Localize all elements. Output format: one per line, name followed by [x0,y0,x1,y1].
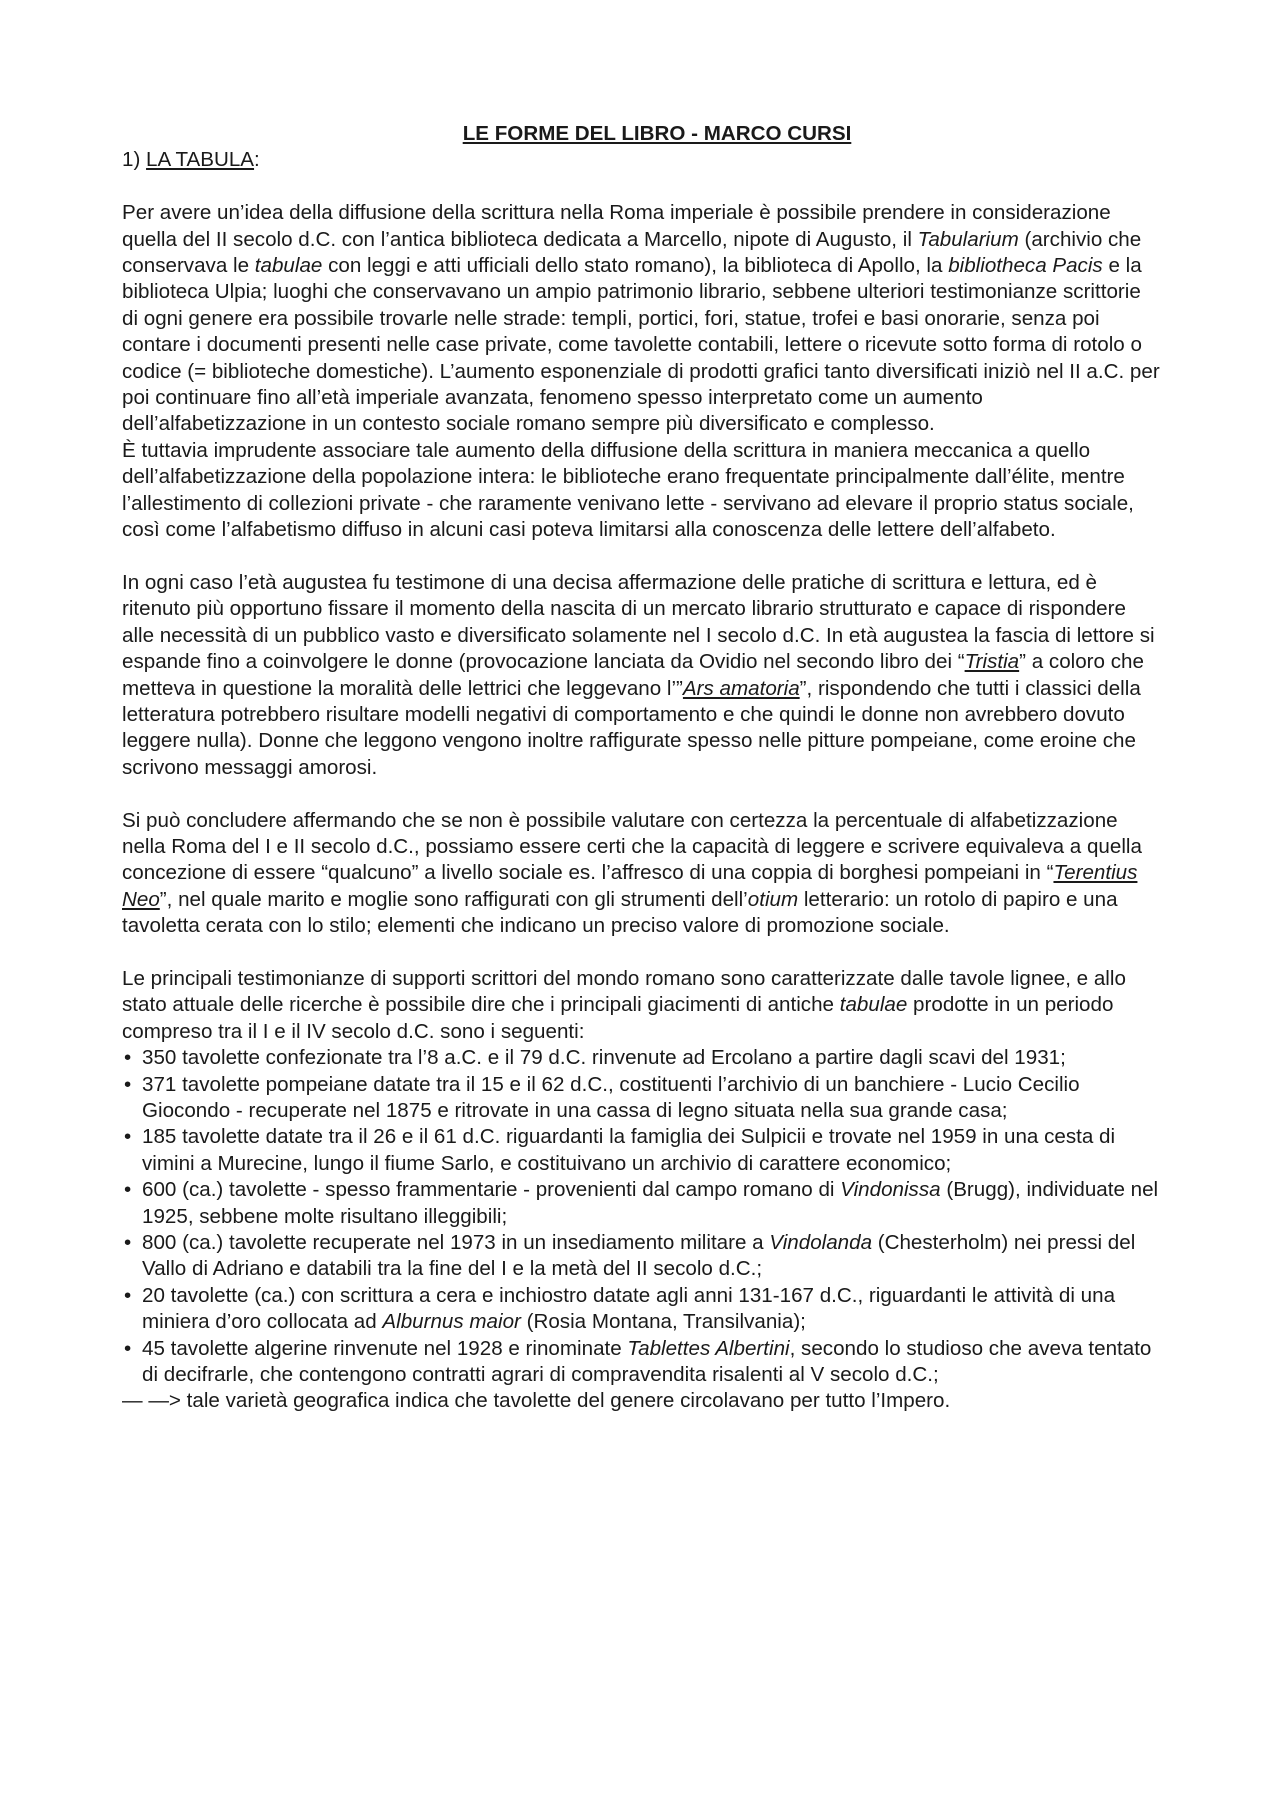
document-title: LE FORME DEL LIBRO - MARCO CURSI [462,122,852,145]
text-run: 20 tavolette (ca.) con scrittura a cera e inchiostro datate agli anni 131-167 d.C., riguardanti le attività di una miniera d’oro collocata ad [142,1283,1116,1334]
list-item [122,1177,1162,1230]
italic-term: tabulae [839,993,908,1017]
list-item [122,1283,1162,1336]
italic-underlined-title: Terentius Neo [122,861,1138,911]
text-run: In ogni caso l’età augustea fu testimone di una decisa affermazione delle pratiche di scrittura e lettura, ed è ritenuto più opportuno fissare il momento della nascita di un mercato librario strutturato e capace di rispondere alle necessità di un pubblico vasto e diversificato solamente nel I secolo d.C. In età augustea la fascia di lettore si espande fino a coinvolgere le donne (provocazione lanciata da Ovidio nel secondo libro dei “ [122,570,1155,674]
text-run: 600 (ca.) tavolette - spesso frammentarie - provenienti dal campo romano di [142,1178,841,1202]
section-heading [122,147,1162,173]
italic-term: Alburnus maior [382,1310,521,1334]
list-item [122,1230,1162,1283]
paragraph-alfabetizzazione: È tuttavia imprudente associare tale aumento della diffusione della scrittura in maniera meccanica a quello dell’alfabetizzazione della popolazione intera: le biblioteche erano frequentate principalmente dall’élite, mentre l’allestimento di collezioni private - che raramente venivano lette - servivano ad elevare il proprio status sociale, così come l’alfabetismo diffuso in alcuni casi poteva limitarsi alla conoscenza delle lettere dell’alfabeto. [122,438,1134,542]
italic-underlined-title: Tristia [964,650,1020,674]
paragraph-eta-augustea [122,570,1162,781]
italic-term: Tabularium [917,227,1019,251]
section-colon: : [254,148,260,172]
text-run: con leggi e atti ufficiali dello stato romano), la biblioteca di Apollo, la [322,254,949,278]
text-run: (Chesterholm) nei pressi del Vallo di Adriano e databili tra la fine del I e la metà del II secolo d.C.; [142,1231,1136,1281]
text-run: Per avere un’idea della diffusione della scrittura nella Roma imperiale è possibile prendere in considerazione quella del II secolo d.C. con l’antica biblioteca dedicata a Marcello, nipote di Augusto, il [122,201,1111,251]
text-run: prodotte in un periodo compreso tra il I e il IV secolo d.C. sono i seguenti: [122,993,1114,1043]
text-run: (Rosia Montana, Transilvania); [520,1310,806,1334]
text-run: e la biblioteca Ulpia; luoghi che conservavano un ampio patrimonio librario, sebbene ulteriori testimonianze scrittorie di ogni genere era possibile trovarle nelle strade: templi, portici, fori, statue, trofei e basi onorarie, senza poi contare i documenti presenti nelle case private, come tavolette contabili, lettere o ricevute sotto forma di rotolo o codice (= biblioteche domestiche). L’aumento esponenziale di prodotti grafici tanto diversificati iniziò nel II a.C. per poi continuare fino all’età imperiale avanzata, fenomeno spesso interpretato come un aumento dell’alfabetizzazione in un contesto sociale romano sempre più diversificato e complesso. [122,254,1160,436]
text-run: 45 tavolette algerine rinvenute nel 1928 e rinominate [142,1336,628,1360]
italic-term: Vindonissa [840,1178,941,1202]
conclusion-line: — —> tale varietà geografica indica che tavolette del genere circolavano per tutto l’Impero. [122,1389,951,1413]
italic-term: otium [747,887,799,911]
italic-term: Vindolanda [769,1231,873,1254]
list-item: • 185 tavolette datate tra il 26 e il 61 d.C. riguardanti la famiglia dei Sulpicii e trovate nel 1959 in una cesta di vimini a Murecine, lungo il fiume Sarlo, e costituivano un archivio di carattere economico; [122,1124,1162,1177]
paragraph-testimonianze [122,966,1162,1045]
paragraph-conclusione-alfabetizzazione [122,808,1162,940]
italic-term: bibliotheca Pacis [948,254,1103,278]
text-run: ”, nel quale marito e moglie sono raffigurati con gli strumenti dell’ [159,887,748,911]
italic-underlined-title: Ars amatoria [682,676,800,700]
section-number: 1) [122,148,147,172]
text-run: 800 (ca.) tavolette recuperate nel 1973 in un insediamento militare a [142,1231,770,1254]
text-run: Le principali testimonianze di supporti scrittori del mondo romano sono caratterizzate dalle tavole lignee, e allo stato attuale delle ricerche è possibile dire che i principali giacimenti di antiche [122,966,1126,1017]
paragraph-diffusione-scrittura [122,200,1162,438]
list-item [122,1336,1162,1389]
section-title: LA TABULA [146,148,255,172]
text-run: ”, rispondendo che tutti i classici della letteratura potrebbero risultare modelli negativi di comportamento e che quindi le donne non avrebbero dovuto leggere nulla). Donne che leggono vengono inoltre raffigurate spesso nelle pitture pompeiane, come eroine che scrivono messaggi amorosi. [122,676,1141,779]
text-run: Si può concludere affermando che se non è possibile valutare con certezza la percentuale di alfabetizzazione nella Roma del I e II secolo d.C., possiamo essere certi che la capacità di leggere e scrivere equivaleva a quella concezione di essere “qualcuno” a livello sociale es. l’affresco di una coppia di borghesi pompeiani in “ [122,808,1142,885]
text-run: (Brugg), individuate nel 1925, sebbene molte risultano illeggibili; [142,1178,1159,1228]
text-run: ” a coloro che metteva in questione la moralità delle lettrici che leggevano l’” [122,650,1144,700]
tablets-list [122,1045,1162,1388]
text-run: letterario: un rotolo di papiro e una tavoletta cerata con lo stilo; elementi che indicano un preciso valore di promozione sociale. [122,887,1118,938]
list-item: • 371 tavolette pompeiane datate tra il 15 e il 62 d.C., costituenti l’archivio di un banchiere - Lucio Cecilio Giocondo - recuperate nel 1875 e ritrovate in una cassa di legno situata nella sua grande casa; [122,1072,1162,1125]
list-item: • 350 tavolette confezionate tra l’8 a.C. e il 79 d.C. rinvenute ad Ercolano a partire dagli scavi del 1931; [122,1045,1162,1071]
italic-term: tabulae [254,254,323,278]
italic-term: Tablettes Albertini [627,1336,790,1360]
text-run: , secondo lo studioso che aveva tentato di decifrarle, che contengono contratti agrari di compravendita risalenti al V secolo d.C.; [142,1336,1152,1387]
text-run: (archivio che conservava le [122,227,1142,278]
